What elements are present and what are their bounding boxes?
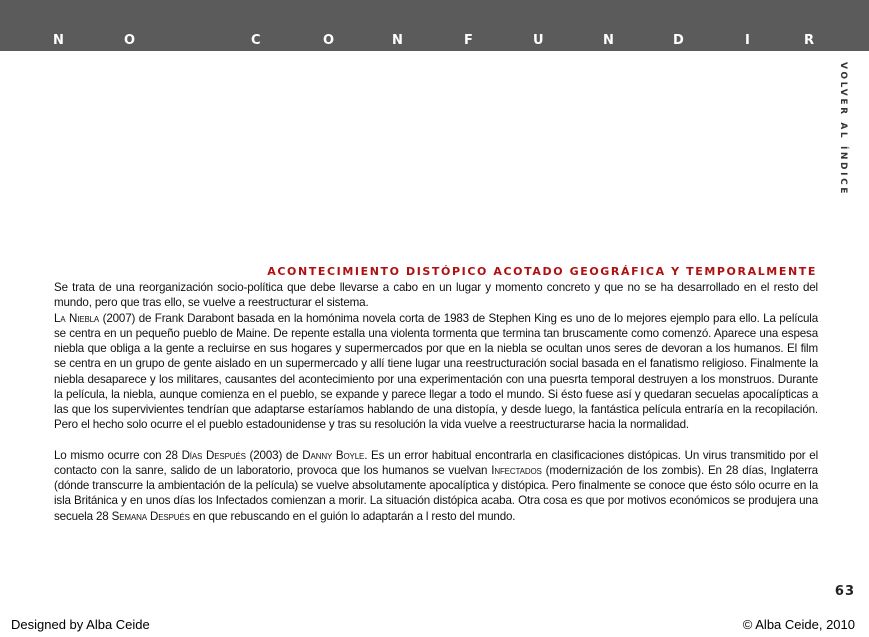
film-title: Semana Después bbox=[111, 509, 190, 523]
title-letter: I bbox=[745, 33, 750, 48]
paragraph-text: (2003) de bbox=[245, 448, 303, 462]
title-letter: O bbox=[323, 33, 335, 48]
title-letter: O bbox=[124, 33, 136, 48]
title-letter: N bbox=[53, 33, 64, 48]
title-letter: N bbox=[603, 33, 614, 48]
paragraph-la-niebla bbox=[54, 311, 818, 433]
paragraph-text: (modernización de los zombis). En 28 días, Inglaterra (dónde transcurre la ambientación de la película) se vuelve absolutamente apocalíptica y distópica. Pero finalmente se conoce que ésto sólo ocurre en la isla Británica y en unos días los Infectados comienzan a morir. La situación distópica acaba. Otra cosa es que por motivos económicos se produjera una secuela 28 bbox=[54, 463, 818, 523]
copyright: © Alba Ceide, 2010 bbox=[742, 617, 855, 632]
paragraph-text: en que rebuscando en el guión lo adaptarán a l resto del mundo. bbox=[189, 509, 516, 523]
paragraph-text: (2007) de Frank Darabont basada en la homónima novela corta de 1983 de Stephen King es uno de lo mejores ejemplo para ello. La película se centra en un pequeño pueblo de Maine. De repente estalla una violenta tormenta que termina tan bruscamente como comenzó. Aparece una espesa niebla que obliga a la gente a recluirse en sus hogares y supermercados por que en la niebla se ocultan unos seres de devoran a los humanos. El film se centra en un grupo de gente aislado en un supermercado y allí tiene lugar una reestructuración social basada en el fanatismo religioso. Finalmente la niebla desaparece y los militares, causantes del acontecimiento por una experimentación con una puesrta temporal destruyen a los monstruos. Durante la película, la niebla, aunque comienza en el pueblo, se expande y parece llegar a todo el mundo. Si ésto fuese así y quedaran secuelas apocalípticas a las que los supervivientes tendrían que adaptarse estaríamos hablando de una distopía, y desde luego, la fantástica película entraría en la recopilación. Pero el hecho solo ocurre el el pueblo estadounidense y tras su resolución la vida vuelve a reestructurarse hacia la normalidad. bbox=[54, 311, 818, 432]
film-title: La Niebla bbox=[54, 311, 100, 325]
paragraph-text: . Es un error habitual encontrarla en clasificaciones distópicas. Un virus transmitido por el contacto con la sanre, salido de un laboratorio, provoca que los humanos se vuelvan bbox=[54, 448, 818, 477]
title-letter: N bbox=[392, 33, 403, 48]
infected-term: Infectados bbox=[491, 463, 542, 477]
paragraph-intro: Se trata de una reorganización socio-política que debe llevarse a cabo en un lugar y momento concreto y que no se ha desarrollado en el resto del mundo, pero que tras ello, se vuelve a reestructurar el sistema. bbox=[54, 281, 818, 310]
title-letter: U bbox=[533, 33, 544, 48]
title-letter: C bbox=[251, 33, 261, 48]
section-heading: ACONTECIMIENTO DISTÓPICO ACOTADO GEOGRÁFICA Y TEMPORALMENTE bbox=[267, 265, 817, 278]
title-letter: F bbox=[464, 33, 473, 48]
title-letter: D bbox=[673, 33, 684, 48]
title-letter: R bbox=[804, 33, 815, 48]
director-name: Danny Boyle bbox=[302, 448, 365, 462]
paragraph-text: Lo mismo ocurre con 28 bbox=[54, 448, 182, 462]
article-body bbox=[54, 280, 818, 524]
paragraph-28-dias bbox=[54, 448, 818, 524]
page-number: 63 bbox=[834, 584, 855, 599]
back-to-index-link[interactable]: VOLVER AL ÍNDICE bbox=[838, 62, 848, 197]
page-title bbox=[0, 33, 869, 49]
designer-credit: Designed by Alba Ceide bbox=[11, 617, 150, 632]
film-title: Días Después bbox=[181, 448, 246, 462]
